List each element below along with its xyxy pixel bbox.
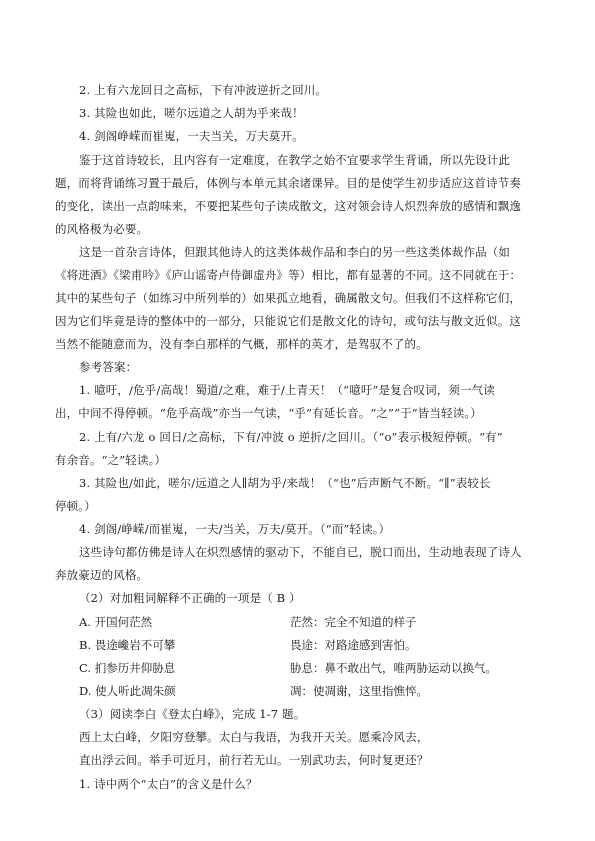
text-line: （3）阅读李白《登太白峰》，完成 1-7 题。 [79, 707, 306, 721]
text-line: 的风格极为必要。 [55, 222, 149, 236]
option-item: C. 扪参历井仰胁息 [79, 661, 176, 675]
text-line: 其中的某些句子（如练习中所列举的）如果孤立地看，确属散文句。但我们不这样称它们， [55, 291, 521, 305]
text-line: 题，而将背诵练习置于最后，体例与本单元其余诸课异。目的是使学生初步适应这首诗节奏 [55, 176, 521, 190]
text-line: 西上太白峰，夕阳穷登攀。太白与我语，为我开天关。愿乘冷风去， [79, 730, 429, 744]
text-line: 有余音。“之”轻读。） [55, 453, 167, 467]
option-item: B. 畏途巉岩不可攀 [79, 638, 176, 652]
text-line: 2. 上有六龙回日之高标，下有冲波逆折之回川。 [79, 83, 328, 97]
text-line: 的变化，读出一点韵味来，不要把某些句子读成散文，这对领会诗人炽烈奔放的感情和飘逸 [55, 199, 521, 213]
text-line: 出，中间不得停顿。“危乎高哉”亦当一气读，“乎”有延长音。“之”“于”皆当轻读。） [55, 406, 482, 420]
option-explanation: 茫然：完全不知道的样子 [290, 615, 417, 629]
text-line: 4. 剑阁峥嵘而崔嵬，一夫当关，万夫莫开。 [79, 129, 304, 143]
text-line: 3. 其险也/如此，嗟尔/远道之人∥胡为乎/来哉！（“也”后声断气不断。“∥”表较长 [79, 476, 491, 490]
text-line: 这是一首杂言诗体，但跟其他诗人的这类体裁作品和李白的另一些这类体裁作品（如 [79, 245, 511, 259]
text-line: 因为它们毕竟是诗的整体中的一部分，只能说它们是散文化的诗句，或句法与散文近似。这 [55, 314, 521, 328]
option-explanation: 胁息：鼻不敢出气，唯两胁运动以换气。 [290, 661, 497, 675]
text-line: 1. 噫吁，/危乎/高哉！蜀道/之难，难于/上青天！（“噫吁”是复合叹词，须一气读 [79, 383, 496, 397]
option-explanation: 畏途：对路途感到害怕。 [290, 638, 417, 652]
text-line: 4. 剑阁/峥嵘/而崔嵬，一夫/当关，万夫/莫开。（“而”轻读。） [79, 522, 391, 536]
text-line: 奔放豪迈的风格。 [55, 568, 149, 582]
option-item: D. 使人听此凋朱颜 [79, 684, 176, 698]
text-line: 2. 上有/六龙 o 回日/之高标，下有/冲波 o 逆折/之回川。（“o”表示极短停顿。“有” [79, 430, 503, 444]
text-line: 直出浮云间。举手可近月，前行若无山。一别武功去，何时复更还？ [79, 753, 429, 767]
option-item: A. 开国何茫然 [79, 615, 153, 629]
text-line: 3. 其险也如此，嗟尔远道之人胡为乎来哉！ [79, 106, 304, 120]
option-explanation: 凋：使凋谢，这里指憔悴。 [290, 684, 428, 698]
text-line: 参考答案： [79, 360, 138, 374]
text-line: 停顿。） [55, 499, 96, 513]
text-line: （2）对加粗词解释不正确的一项是（ B ） [79, 591, 301, 605]
text-line: 当然不能随意而为，没有李白那样的气概，那样的英才，是驾驭不了的。 [55, 337, 428, 351]
text-line: 这些诗句都仿佛是诗人在炽烈感情的驱动下，不能自已，脱口而出，生动地表现了诗人 [79, 545, 522, 559]
text-line: 鉴于这首诗较长，且内容有一定难度，在教学之始不宜要求学生背诵，所以先设计此 [79, 153, 511, 167]
text-line: 《将进酒》《梁甫吟》《庐山谣寄卢侍御虚舟》等）相比，都有显著的不同。这不同就在于： [55, 268, 522, 282]
text-line: 1. 诗中两个“太白”的含义是什么？ [79, 777, 258, 791]
